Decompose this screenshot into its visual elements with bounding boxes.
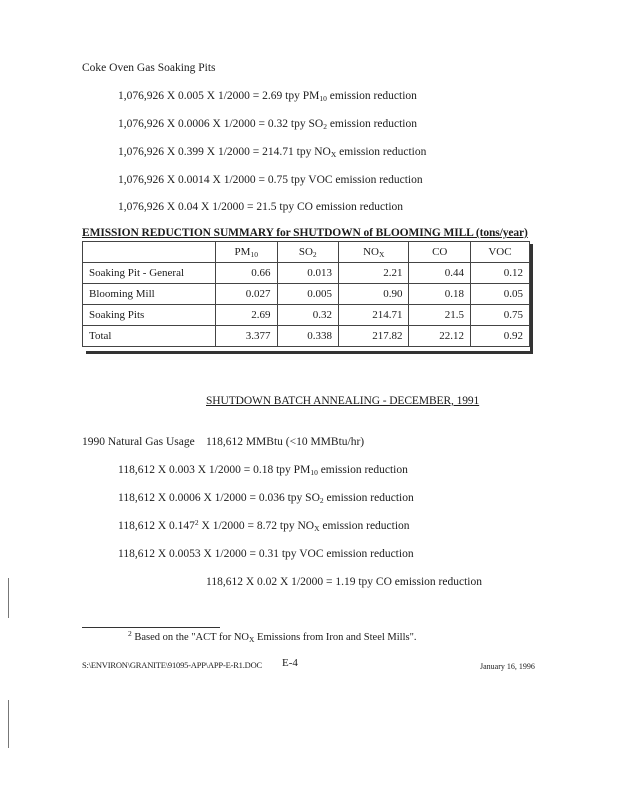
coke-oven-heading: Coke Oven Gas Soaking Pits — [82, 62, 216, 74]
coke-equation-voc: 1,076,926 X 0.0014 X 1/2000 = 0.75 tpy VOC emission reduction — [118, 174, 423, 186]
annealing-equation-pm10: 118,612 X 0.003 X 1/2000 = 0.18 tpy $PM_{10}$ emission reduction — [118, 464, 408, 477]
table-cell: 0.44 — [409, 263, 471, 284]
summary-table-title: EMISSION REDUCTION SUMMARY for SHUTDOWN of BLOOMING MILL (tons/year) — [82, 227, 528, 239]
table-cell: 0.338 — [277, 326, 339, 347]
table-cell: 0.05 — [470, 284, 529, 305]
footnote-rule — [82, 627, 220, 628]
table-cell: 0.013 — [277, 263, 339, 284]
table-cell: 0.005 — [277, 284, 339, 305]
table-cell: 214.71 — [339, 305, 409, 326]
annealing-equation-voc: 118,612 X 0.0053 X 1/2000 = 0.31 tpy VOC emission reduction — [118, 548, 414, 560]
footer-file-path: S:\ENVIRON\GRANITE\91095-APP\APP-E-R1.DOC — [82, 660, 262, 670]
coke-equation-so2: 1,076,926 X 0.0006 X 1/2000 = 0.32 tpy $SO_2$ emission reduction — [118, 118, 418, 131]
table-cell: 0.92 — [470, 326, 529, 347]
table-cell: 0.12 — [470, 263, 529, 284]
table-shadow-bottom — [86, 351, 533, 354]
row-label: Total — [83, 326, 216, 347]
row-label: Soaking Pit - General — [83, 263, 216, 284]
gas-usage-value: 118,612 MMBtu (<10 MMBtu/hr) — [206, 436, 365, 448]
row-label: Blooming Mill — [83, 284, 216, 305]
table-shadow-right — [530, 244, 533, 354]
annealing-equation-nox: 118,612 X 0.147$^2$ X 1/2000 = 8.72 tpy $NO_X$ emission reduction — [118, 518, 410, 533]
footer-page-number: E-4 — [282, 657, 298, 669]
table-header-blank — [83, 242, 216, 263]
table-cell: 0.75 — [470, 305, 529, 326]
row-label: Soaking Pits — [83, 305, 216, 326]
scan-margin-mark — [8, 700, 9, 748]
table-header-voc: VOC — [470, 242, 529, 263]
scan-margin-mark — [8, 578, 9, 618]
table-cell: 0.90 — [339, 284, 409, 305]
table-row-total — [83, 326, 530, 347]
emission-summary-table — [82, 241, 530, 347]
table-cell: 22.12 — [409, 326, 471, 347]
gas-usage-label: 1990 Natural Gas Usage — [82, 436, 195, 448]
table-header-pm10: $PM_{10}$ — [216, 242, 278, 263]
table-cell: 0.66 — [216, 263, 278, 284]
footnote-text: $^2$ Based on the "ACT for $NO_X$ Emissions from Iron and Steel Mills". — [128, 629, 417, 644]
table-header-co: CO — [409, 242, 471, 263]
table-cell: 0.027 — [216, 284, 278, 305]
table-header-so2: $SO_2$ — [277, 242, 339, 263]
table-row — [83, 305, 530, 326]
table-cell: 2.21 — [339, 263, 409, 284]
table-row — [83, 263, 530, 284]
table-header-nox: $NO_X$ — [339, 242, 409, 263]
annealing-equation-so2: 118,612 X 0.0006 X 1/2000 = 0.036 tpy $SO_2$ emission reduction — [118, 492, 414, 505]
table-cell: 3.377 — [216, 326, 278, 347]
annealing-heading: SHUTDOWN BATCH ANNEALING - DECEMBER, 1991 — [206, 395, 480, 407]
table-row — [83, 284, 530, 305]
annealing-equation-co: 118,612 X 0.02 X 1/2000 = 1.19 tpy CO emission reduction — [206, 576, 482, 588]
table-cell: 21.5 — [409, 305, 471, 326]
table-cell: 2.69 — [216, 305, 278, 326]
coke-equation-pm10: 1,076,926 X 0.005 X 1/2000 = 2.69 tpy $PM_{10}$ emission reduction — [118, 90, 417, 103]
table-cell: 0.18 — [409, 284, 471, 305]
footer-date: January 16, 1996 — [480, 662, 535, 671]
table-header-row — [83, 242, 530, 263]
coke-equation-nox: 1,076,926 X 0.399 X 1/2000 = 214.71 tpy $NO_X$ emission reduction — [118, 146, 427, 159]
table-cell: 0.32 — [277, 305, 339, 326]
table-cell: 217.82 — [339, 326, 409, 347]
coke-equation-co: 1,076,926 X 0.04 X 1/2000 = 21.5 tpy CO emission reduction — [118, 201, 404, 213]
